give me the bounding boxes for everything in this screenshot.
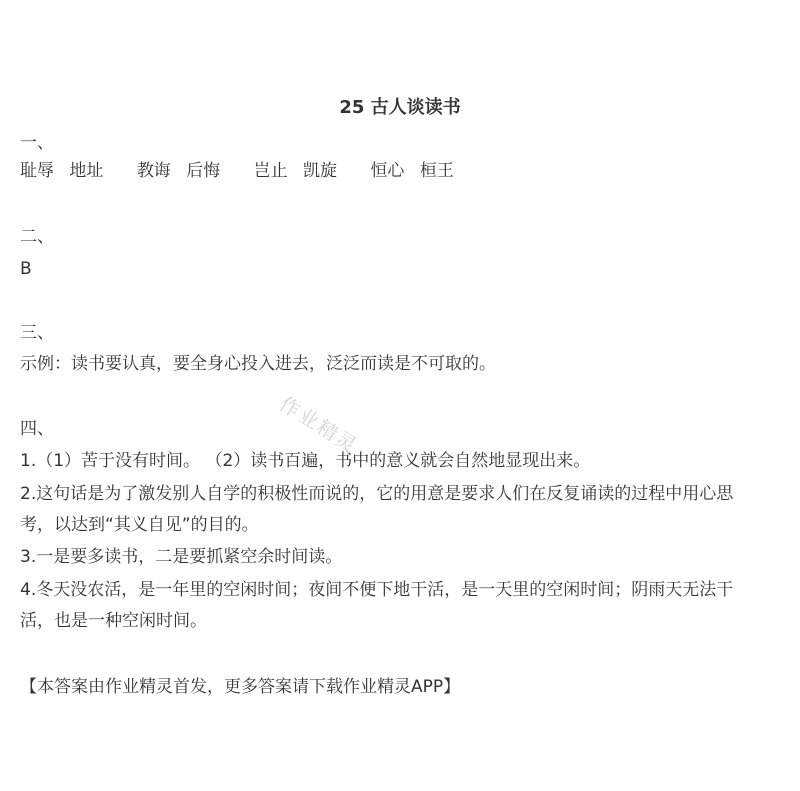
section-4-heading: 四、 xyxy=(20,419,54,439)
word-3: 教诲 xyxy=(136,161,171,181)
footer-note: 【本答案由作业精灵首发，更多答案请下载作业精灵APP】 xyxy=(20,677,461,697)
word-2: 地址 xyxy=(69,161,104,181)
section-2-heading: 二、 xyxy=(20,227,54,247)
section-4-line-1: 1.（1）苦于没有时间。 （2）读书百遍，书中的意义就会自然地显现出来。 xyxy=(20,451,591,471)
section-4-line-6: 活，也是一种空闲时间。 xyxy=(20,611,207,631)
word-4: 后悔 xyxy=(186,161,221,181)
word-7: 恒心 xyxy=(370,161,405,181)
page-title: 25 古人谈读书 xyxy=(339,97,461,118)
section-4-line-2: 2.这句话是为了激发别人自学的积极性而说的，它的用意是要求人们在反复诵读的过程中用心思 xyxy=(20,484,734,504)
section-2-answer: B xyxy=(20,259,32,279)
section-1-heading: 一、 xyxy=(20,133,54,153)
word-6: 凯旋 xyxy=(303,161,338,181)
section-4-line-3: 考，以达到“其义自见”的目的。 xyxy=(20,515,259,535)
watermark: 作业精灵 xyxy=(275,391,363,459)
word-1: 耻辱 xyxy=(20,161,54,181)
word-8: 桓王 xyxy=(419,161,454,181)
word-5: 岂止 xyxy=(253,161,288,181)
section-4-line-5: 4.冬天没农活，是一年里的空闲时间；夜间不便下地干活，是一天里的空闲时间；阴雨天无法干 xyxy=(20,580,734,600)
section-4-line-4: 3.一是要多读书，二是要抓紧空余时间读。 xyxy=(20,547,343,567)
section-1-answer-row xyxy=(20,160,454,182)
section-3-heading: 三、 xyxy=(20,323,54,343)
section-3-answer: 示例：读书要认真，要全身心投入进去，泛泛而读是不可取的。 xyxy=(20,354,496,374)
